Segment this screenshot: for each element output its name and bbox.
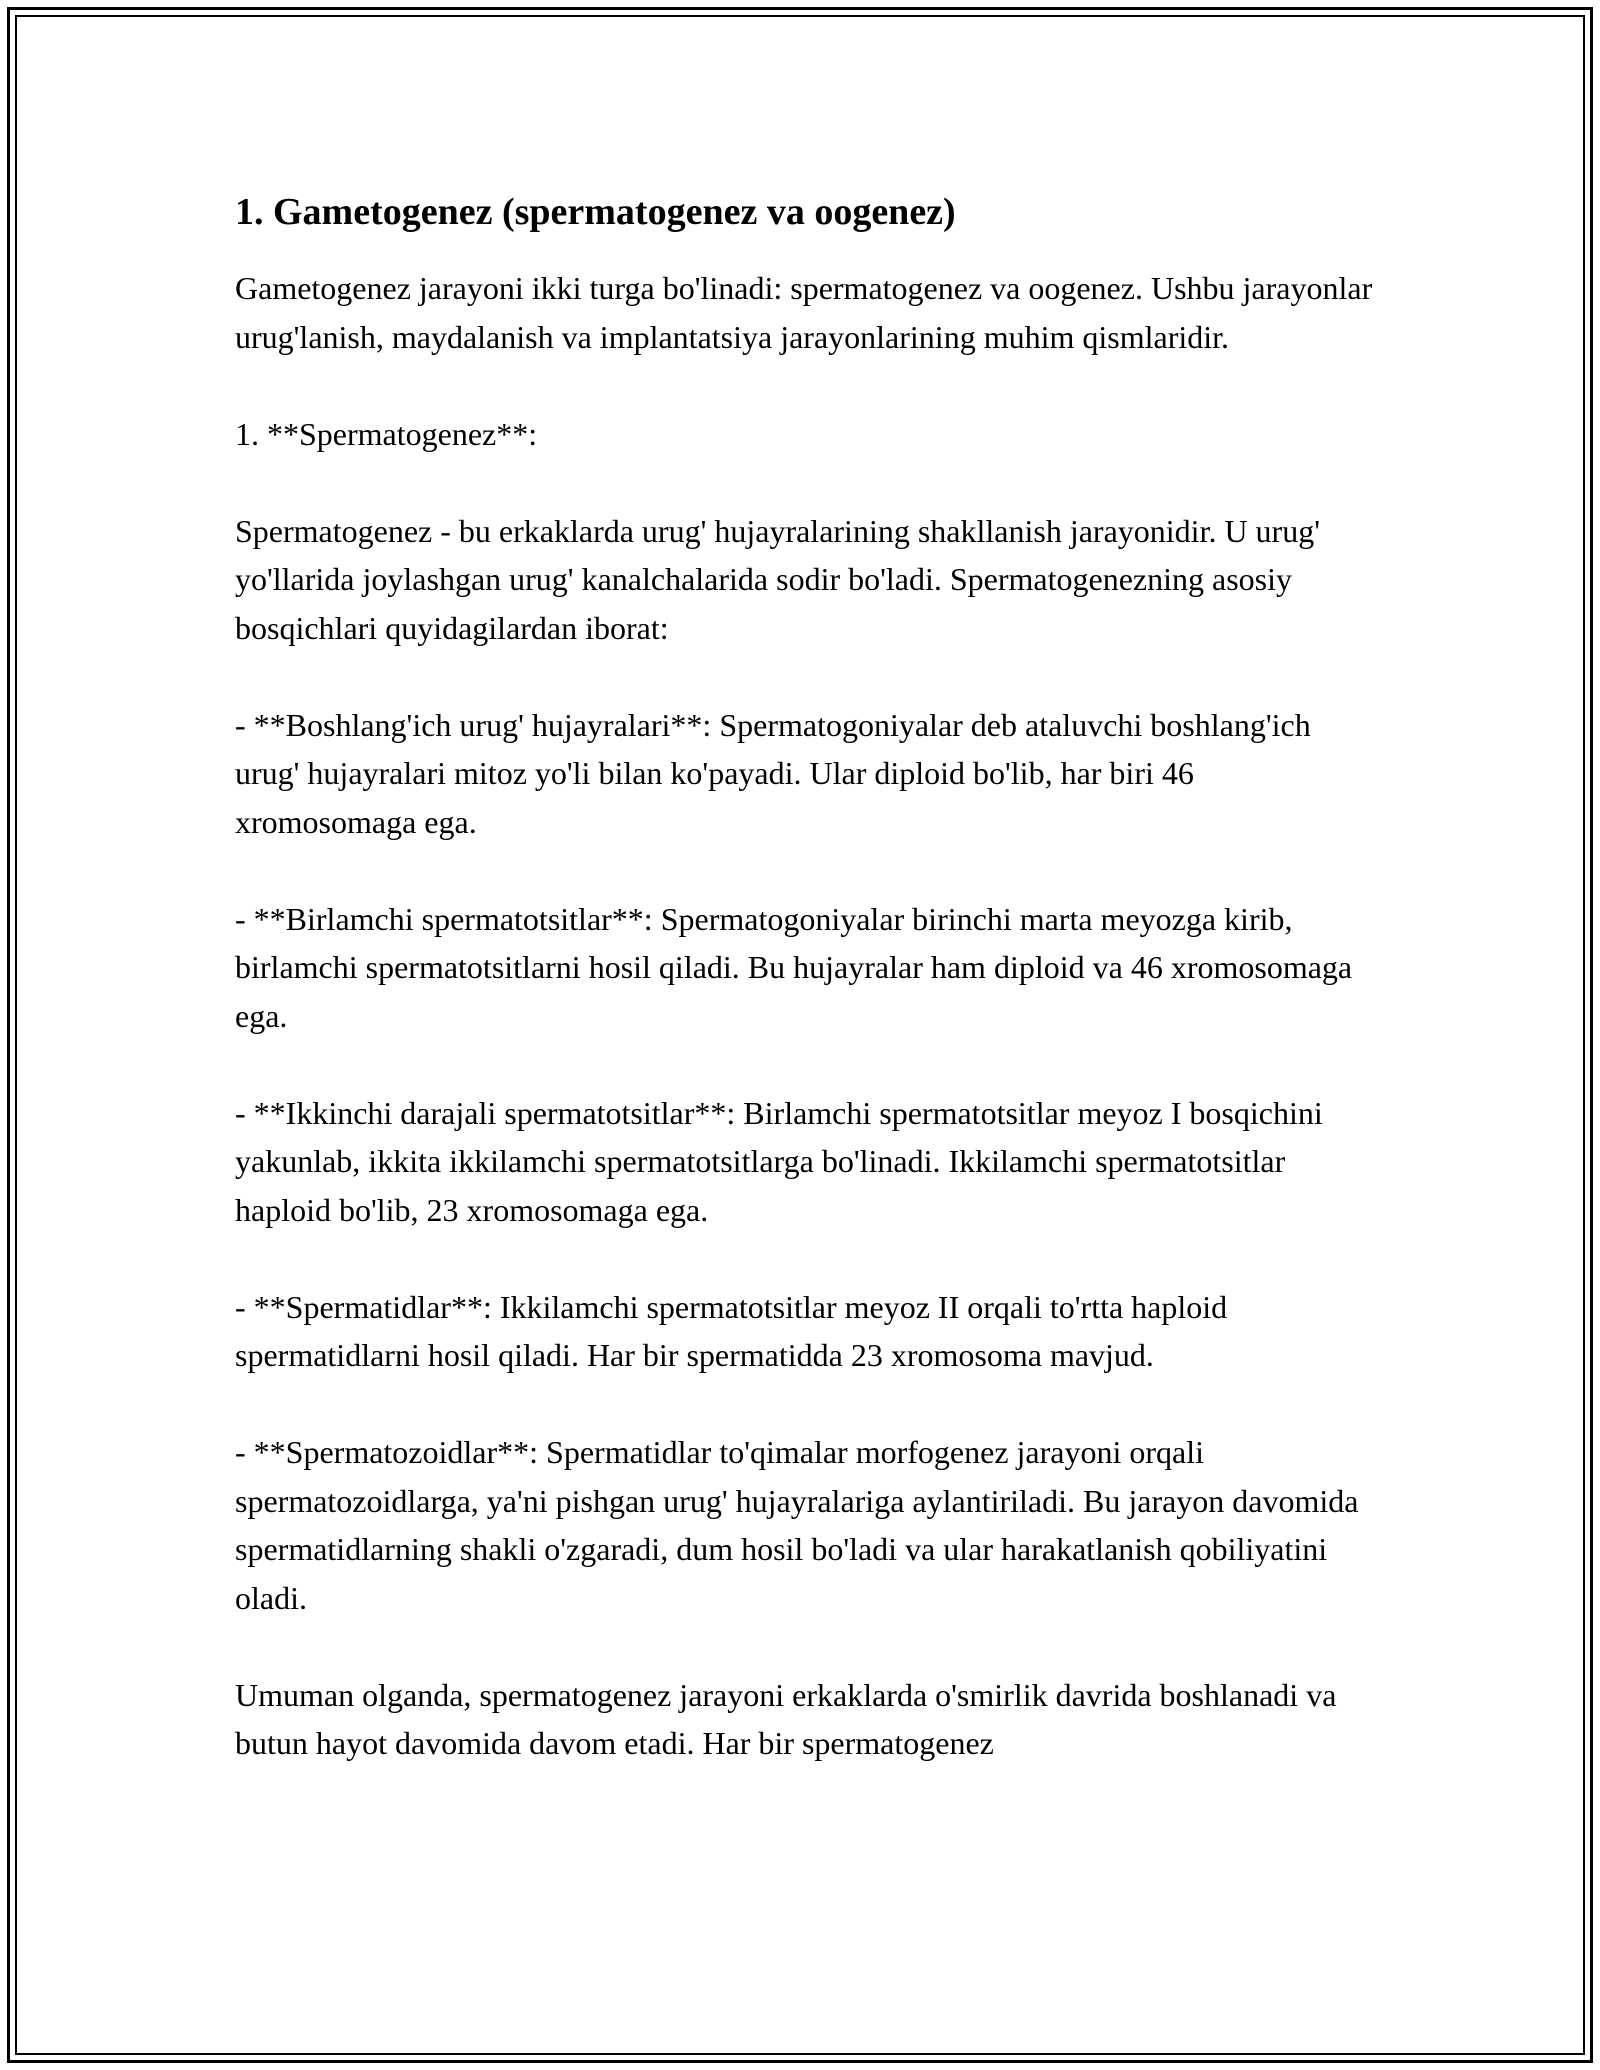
spermatogenez-heading: 1. **Spermatogenez**:: [235, 415, 538, 452]
list-item-birlamchi: - **Birlamchi spermatotsitlar**: Spermatogoniyalar birinchi marta meyozga kirib, birlamchi spermatotsitlarni hosil qiladi. Bu hujayralar ham diploid va 46 xromosomaga ega.: [235, 900, 1353, 1034]
list-item-boshlangich: - **Boshlang'ich urug' hujayralari**: Spermatogoniyalar deb ataluvchi boshlang'ich urug' hujayralari mitoz yo'li bilan ko'payadi. Ular diploid bo'lib, har biri 46 xromosomaga ega.: [235, 706, 1311, 840]
list-item-ikkinchi-darajali: - **Ikkinchi darajali spermatotsitlar**: Birlamchi spermatotsitlar meyoz I bosqichini yakunlab, ikkita ikkilamchi spermatotsitlarga bo'linadi. Ikkilamchi spermatotsitlar haploid bo'lib, 23 xromosomaga ega.: [235, 1094, 1323, 1228]
summary-paragraph: Umuman olganda, spermatogenez jarayoni erkaklarda o'smirlik davrida boshlanadi va butun hayot davomida davom etadi. Har bir spermatogenez: [235, 1676, 1337, 1761]
intro-paragraph: Gametogenez jarayoni ikki turga bo'linadi: spermatogenez va oogenez. Ushbu jarayonlar urug'lanish, maydalanish va implantatsiya jarayonlarining muhim qismlaridir.: [235, 270, 1373, 355]
document-body: [235, 188, 1375, 1768]
section-title: 1. Gametogenez (spermatogenez va oogenez): [235, 191, 956, 233]
list-item-spermatidlar: - **Spermatidlar**: Ikkilamchi spermatotsitlar meyoz II orqali to'rtta haploid spermatidlarni hosil qiladi. Har bir spermatidda 23 xromosoma mavjud.: [235, 1288, 1228, 1373]
spermatogenez-definition: Spermatogenez - bu erkaklarda urug' hujayralarining shakllanish jarayonidir. U urug' yo'llarida joylashgan urug' kanalchalarida sodir bo'ladi. Spermatogenezning asosiy bosqichlari quyidagilardan iborat:: [235, 512, 1320, 646]
list-item-spermatozoidlar: - **Spermatozoidlar**: Spermatidlar to'qimalar morfogenez jarayoni orqali spermatozoidlarga, ya'ni pishgan urug' hujayralariga aylantiriladi. Bu jarayon davomida spermatidlarning shakli o'zgaradi, dum hosil bo'ladi va ular harakatlanish qobiliyatini oladi.: [235, 1434, 1359, 1616]
